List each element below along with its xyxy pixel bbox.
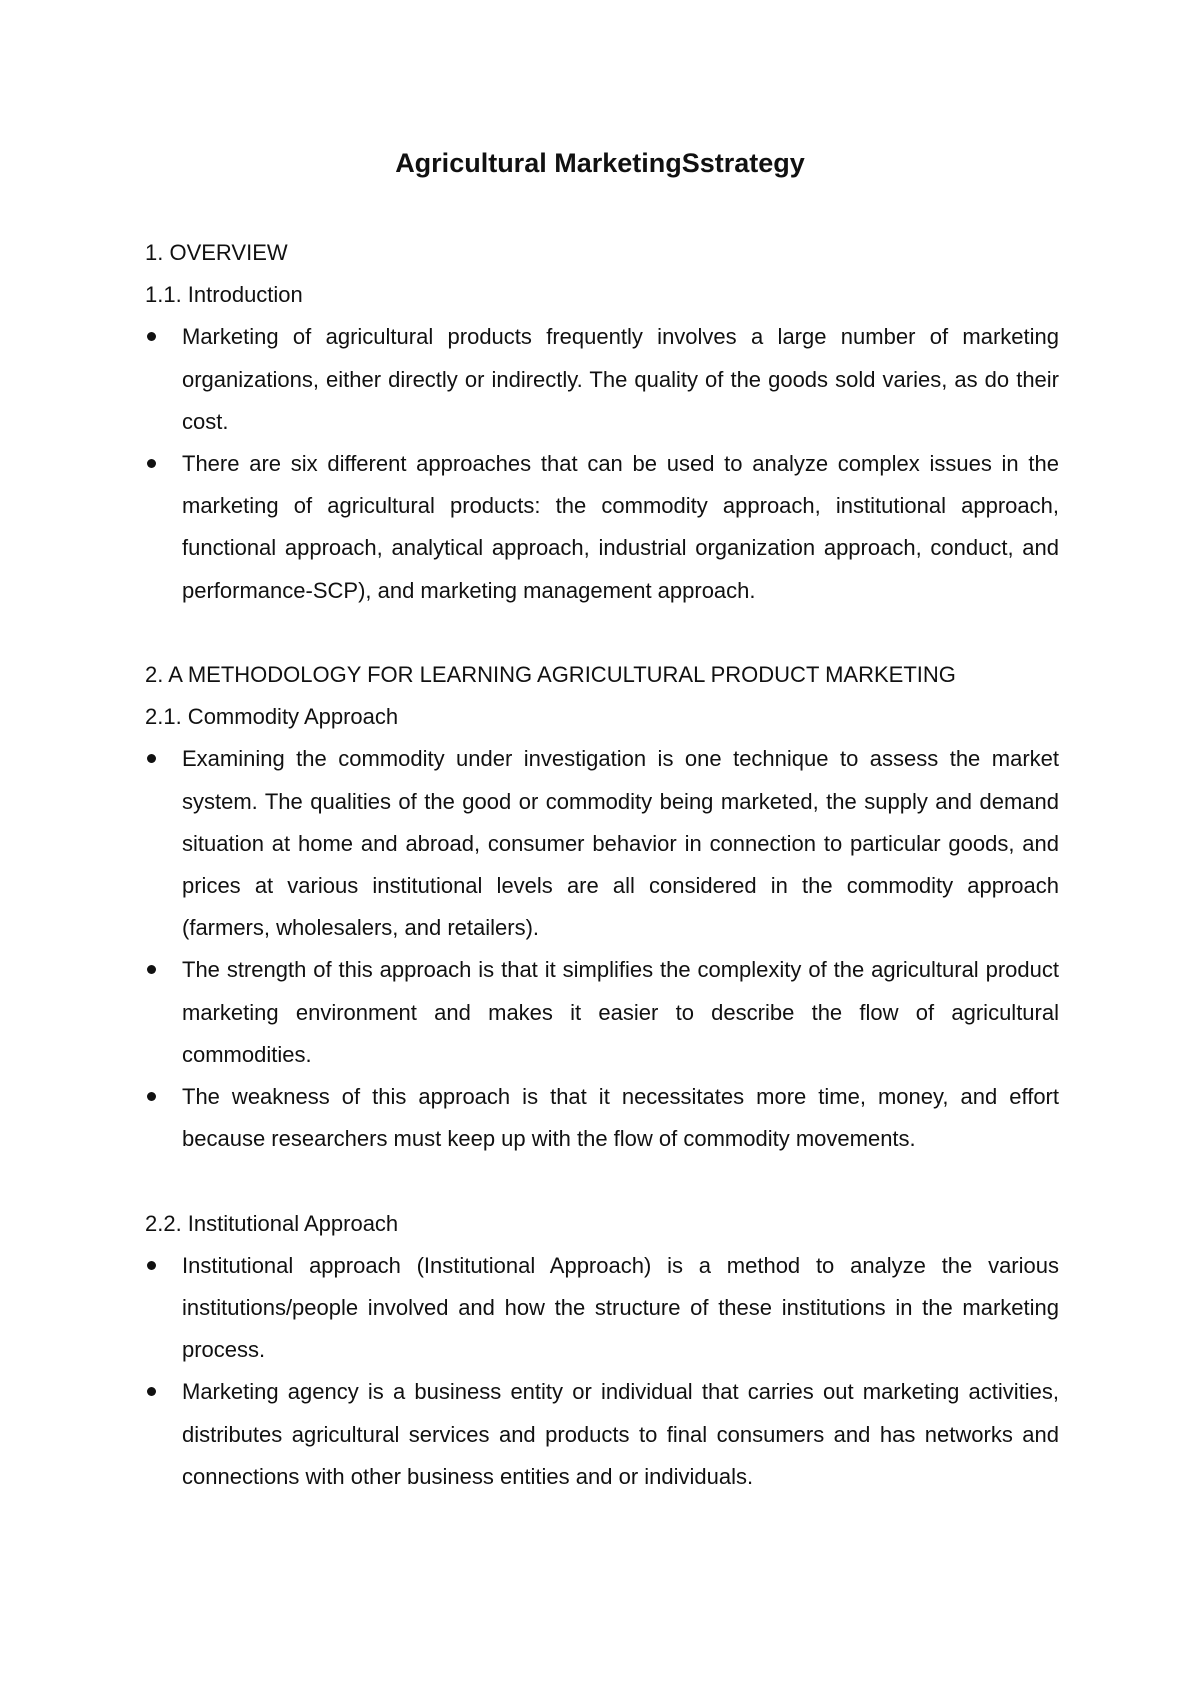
list-item-text: The weakness of this approach is that it necessitates more time, money, and effort because researchers must keep up with the flow of commodity movements.	[182, 1084, 1059, 1152]
document-body	[145, 232, 1059, 1498]
subsection-heading-commodity-approach: 2.1. Commodity Approach	[145, 704, 399, 730]
list-item	[145, 1076, 1059, 1160]
list-item	[145, 1245, 1059, 1372]
list-item-text: The strength of this approach is that it simplifies the complexity of the agricultural product marketing environment and makes it easier to describe the flow of agricultural commodities.	[182, 957, 1059, 1067]
list-item	[145, 316, 1059, 443]
section-heading-overview: 1. OVERVIEW	[145, 240, 288, 265]
bullet-list-introduction	[145, 316, 1059, 611]
list-item-text: Institutional approach (Institutional Approach) is a method to analyze the various institutions/people involved and how the structure of these institutions in the marketing process.	[182, 1252, 1059, 1363]
list-item-text: Marketing of agricultural products frequently involves a large number of marketing organizations, either directly or indirectly. The quality of the goods sold varies, as do their cost.	[182, 324, 1059, 434]
section-spacer	[145, 1160, 1059, 1202]
bullet-icon	[147, 965, 156, 974]
bullet-icon	[147, 1092, 156, 1101]
list-item	[145, 443, 1059, 612]
bullet-icon	[147, 459, 156, 468]
bullet-list-commodity-approach	[145, 738, 1059, 1160]
bullet-icon	[147, 332, 156, 341]
document-title: Agricultural MarketingSstrategy	[395, 148, 805, 178]
list-item	[145, 738, 1059, 949]
section-spacer	[145, 612, 1059, 654]
section-heading-methodology: 2. A METHODOLOGY FOR LEARNING AGRICULTURAL PRODUCT MARKETING	[145, 662, 956, 688]
bullet-icon	[147, 1387, 156, 1396]
bullet-list-institutional-approach	[145, 1245, 1059, 1498]
list-item	[145, 949, 1059, 1076]
subsection-heading-institutional-approach: 2.2. Institutional Approach	[145, 1210, 399, 1236]
bullet-icon	[147, 1261, 156, 1270]
list-item	[145, 1371, 1059, 1498]
subsection-heading-introduction: 1.1. Introduction	[145, 282, 303, 308]
list-item-text: Examining the commodity under investigation is one technique to assess the market system. The qualities of the good or commodity being marketed, the supply and demand situation at home and abroad, consumer behavior in connection to particular goods, and prices at various institutional levels are all considered in the commodity approach (farmers, wholesalers, and retailers).	[182, 746, 1059, 941]
list-item-text: There are six different approaches that can be used to analyze complex issues in the marketing of agricultural products: the commodity approach, institutional approach, functional approach, analytical approach, industrial organization approach, conduct, and performance-SCP), and marketing management approach.	[182, 451, 1059, 603]
bullet-icon	[147, 754, 156, 763]
list-item-text: Marketing agency is a business entity or individual that carries out marketing activities, distributes agricultural services and products to final consumers and has networks and connections with other business entities and or individuals.	[182, 1379, 1059, 1489]
